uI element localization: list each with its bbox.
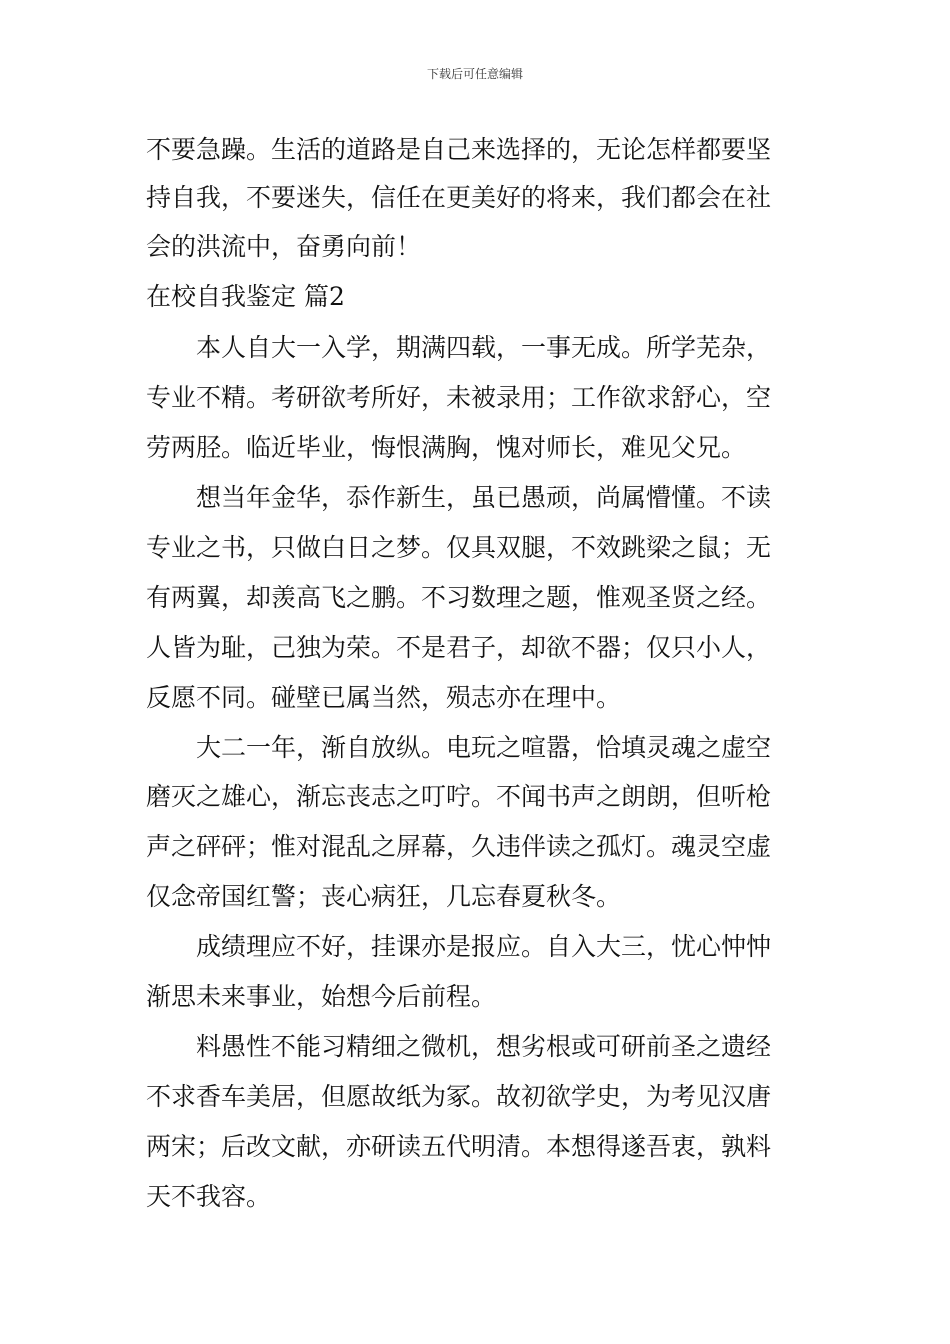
text-line: 劳两胫。临近毕业，悔恨满胸，愧对师长，难见父兄。 [146,433,747,462]
text-line: 不要急躁。生活的道路是自己来选择的，无论怎样都要坚 [146,135,772,164]
text-line: 渐思未来事业，始想今后前程。 [146,982,497,1011]
page-header: 下载后可任意编辑 [426,67,523,81]
text-line: 专业不精。考研欲考所好，未被录用；工作欲求舒心，空 [146,383,772,412]
text-line: 磨灭之雄心，渐忘丧志之叮咛。不闻书声之朗朗，但听枪 [146,782,772,811]
paragraph-start: 成绩理应不好，挂课亦是报应。自入大三，忧心忡忡 [196,932,772,961]
paragraph-start: 想当年金华，忝作新生，虽已愚顽，尚属懵懂。不读 [196,483,772,512]
text-line: 人皆为耻，己独为荣。不是君子，却欲不器；仅只小人， [146,633,772,662]
text-line: 会的洪流中，奋勇向前！ [146,232,422,261]
paragraph-start: 本人自大一入学，期满四载，一事无成。所学芜杂， [196,333,772,362]
text-line: 天不我容。 [146,1182,272,1211]
text-line: 有两翼，却羡高飞之鹏。不习数理之题，惟观圣贤之经。 [146,583,772,612]
text-line: 不求香车美居，但愿故纸为冢。故初欲学史，为考见汉唐 [146,1082,772,1111]
text-line: 专业之书，只做白日之梦。仅具双腿，不效跳梁之鼠；无 [146,533,772,562]
paragraph-start: 大二一年，渐自放纵。电玩之喧嚣，恰填灵魂之虚空 [196,733,772,762]
text-line: 持自我，不要迷失，信任在更美好的将来，我们都会在社 [146,183,772,212]
text-line: 反愿不同。碰壁已属当然，殒志亦在理中。 [146,683,622,712]
paragraph-start: 料愚性不能习精细之微机，想劣根或可研前圣之遗经 [196,1032,772,1061]
text-line: 仅念帝国红警；丧心病狂，几忘春夏秋冬。 [146,882,622,911]
section-title: 在校自我鉴定 篇2 [146,282,345,311]
text-line: 两宋；后改文献，亦研读五代明清。本想得遂吾衷，孰料 [146,1132,772,1161]
text-line: 声之砰砰；惟对混乱之屏幕，久违伴读之孤灯。魂灵空虚 [146,832,772,861]
